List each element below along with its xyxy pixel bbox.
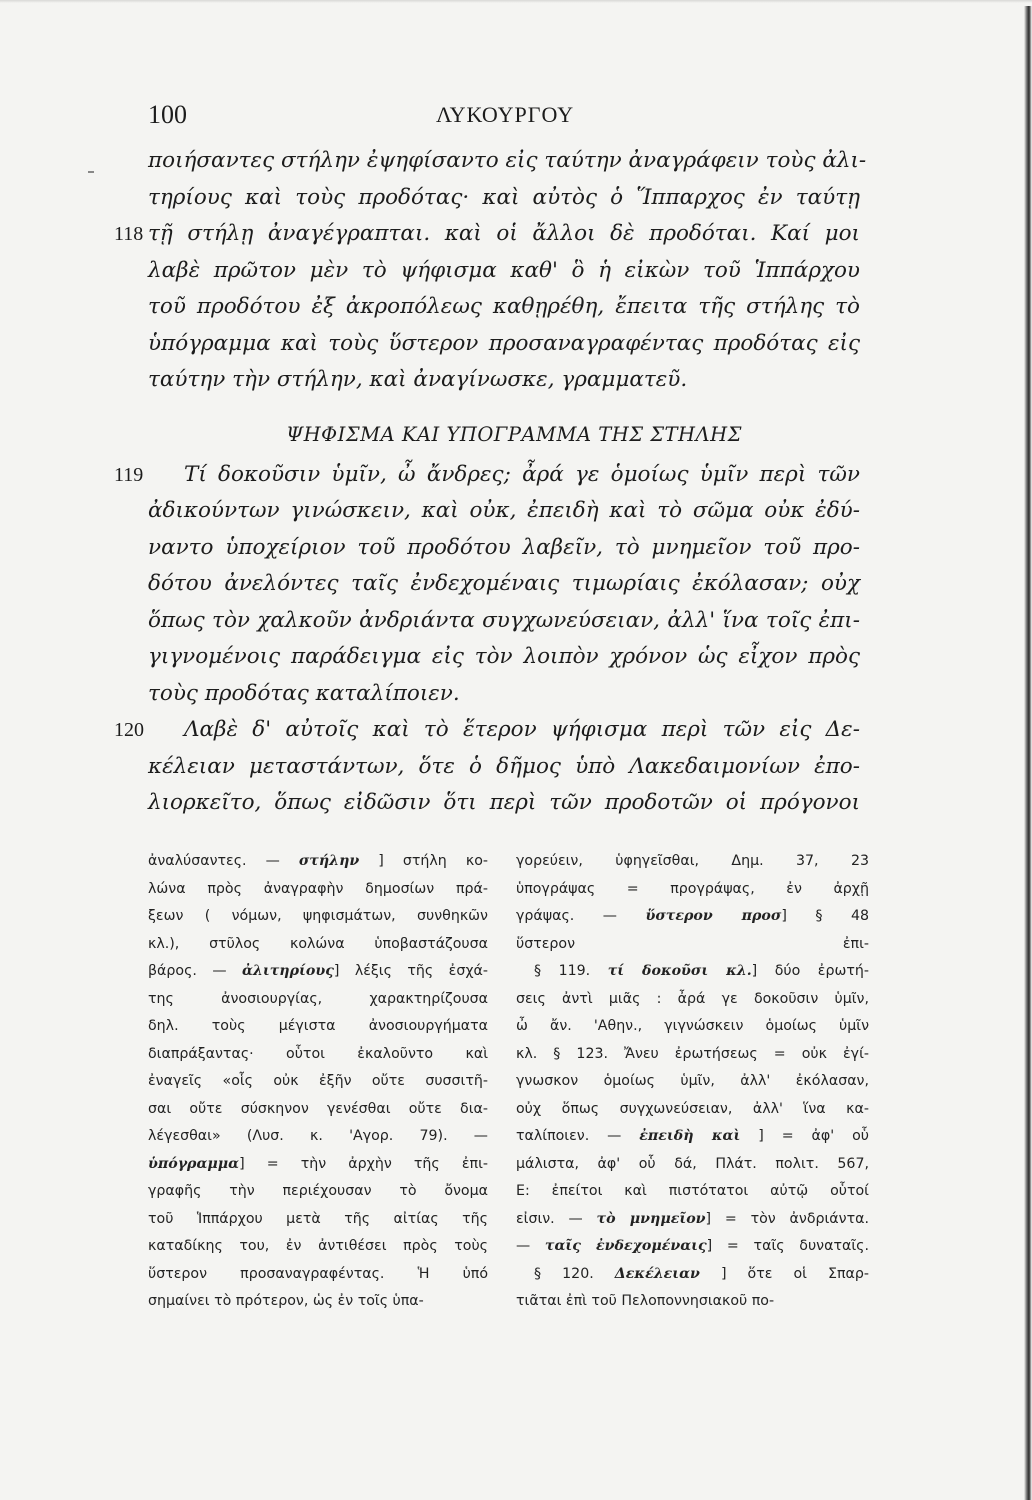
text-line: τοῦ προδότου ἐξ ἀκροπόλεως καθῃρέθη, ἔπειτα τῆς στήλης τὸ: [148, 294, 860, 319]
footnote-line: [148, 1123, 488, 1151]
footnote-text: ἀναλύσαντες. —: [148, 853, 299, 869]
footnote-text: ἐναγεῖς «οἷς οὐκ ἐξῆν οὔτε συσσιτῆ-: [148, 1073, 488, 1089]
footnote-line: [516, 876, 869, 904]
footnote-text: ὕστερον προσαναγραφέντας. Ἡ ὑπό: [148, 1265, 488, 1282]
footnote-text: γραφῆς τὴν περιέχουσαν τὸ ὄνομα: [148, 1183, 488, 1199]
footnote-line: [516, 958, 869, 986]
footnote-line: [516, 1096, 869, 1124]
footnote-line: [148, 958, 488, 986]
footnote-text: ὦ ἄν. 'Αθην., γιγνώσκειν ὁμοίως ὑμῖν: [516, 1018, 869, 1034]
running-head: [148, 100, 868, 130]
footnote-text: οὐχ ὅπως συγχωνεύσειαν, ἀλλ' ἵνα κα-: [516, 1100, 869, 1117]
text-line: ὅπως τὸν χαλκοῦν ἀνδριάντα συγχωνεύσειαν, ἀλλ' ἵνα τοῖς ἐπι-: [148, 607, 860, 633]
footnote-line: [516, 1288, 869, 1316]
footnote-line: [148, 986, 488, 1014]
text-line-content: Τί δοκοῦσιν ὑμῖν, ὦ ἄνδρες; ἆρά γε ὁμοίως ὑμῖν περὶ τῶν: [184, 461, 860, 487]
footnote-line: [516, 903, 869, 931]
footnote-line: [148, 1041, 488, 1069]
footnote-text: κλ.), στῦλος κολώνα ὑποβαστάζουσα: [148, 935, 488, 952]
footnote-line: [148, 1206, 488, 1234]
footnote-line: [516, 1013, 869, 1041]
footnote-line: [516, 848, 869, 876]
text-line: ποιήσαντες στήλην ἐψηφίσαντο εἰς ταύτην ἀναγράφειν τοὺς ἀλι-: [148, 148, 867, 173]
footnote-text: ὕστερον ἐπι-: [516, 935, 869, 952]
footnote-text: σημαίνει τὸ πρότερον, ὡς ἐν τοῖς ὑπα-: [148, 1293, 424, 1309]
text-line: κέλειαν μεταστάντων, ὅτε ὁ δῆμος ὑπὸ Λακεδαιμονίων ἐπο-: [148, 753, 860, 779]
footnote-text: ] ὅτε οἱ Σπαρ-: [699, 1265, 869, 1282]
text-line: [114, 457, 860, 494]
footnote-text: σαι οὔτε σύσκηνον γενέσθαι οὔτε δια-: [148, 1100, 488, 1117]
footnote-lemma: ὕστερον προσ: [645, 908, 782, 924]
footnote-line: [516, 931, 869, 959]
footnote-text: τοῦ Ἱππάρχου μετὰ τῆς αἰτίας τῆς: [148, 1210, 488, 1227]
text-line: [114, 712, 860, 749]
text-line: λιορκεῖτο, ὅπως εἰδῶσιν ὅτι περὶ τῶν προδοτῶν οἱ πρόγονοι: [148, 790, 860, 815]
footnote-line: [148, 1151, 488, 1179]
footnote-text: ξεων ( νόμων, ψηφισμάτων, συνθηκῶν: [148, 908, 488, 924]
footnote-text: γράψας. —: [516, 908, 646, 924]
footnote-line: [148, 848, 488, 876]
footnotes-left-column: [148, 848, 488, 1316]
footnote-text: βάρος. —: [148, 963, 242, 979]
text-line: τοὺς προδότας καταλίποιεν.: [148, 680, 460, 706]
footnote-text: ] = ταῖς δυναταῖς.: [706, 1238, 869, 1254]
footnote-text: εἰσιν. —: [516, 1210, 597, 1227]
text-line: δότου ἀνελόντες ταῖς ἐνδεχομέναις τιμωρίαις ἐκόλασαν; οὐχ: [148, 571, 860, 596]
footnote-line: [148, 1178, 488, 1206]
section-heading: ΨΗΦΙΣΜΑ ΚΑΙ ΥΠΟΓΡΑΜΜΑ ΤΗΣ ΣΤΗΛΗΣ: [286, 422, 742, 446]
footnote-lemma: ἀλιτηρίους: [242, 963, 334, 979]
footnote-text: κλ. § 123. Ἄνευ ἐρωτήσεως = οὐκ ἐγί-: [516, 1045, 869, 1062]
footnote-text: καταδίκης του, ἐν ἀντιθέσει πρὸς τοὺς: [148, 1238, 488, 1254]
footnote-line: [516, 1233, 869, 1261]
footnote-text: ] λέξις τῆς ἐσχά-: [333, 963, 488, 979]
section-number-118: 118: [114, 223, 144, 245]
footnote-text: ταλίποιεν. —: [516, 1128, 640, 1144]
footnote-text: ] § 48: [781, 908, 869, 924]
footnote-text: σεις ἀντὶ μιᾶς : ἆρά γε δοκοῦσιν ὑμῖν,: [516, 990, 869, 1007]
footnote-text: λέγεσθαι» (Λυσ. κ. 'Αγορ. 79). —: [148, 1128, 488, 1144]
footnote-line: [516, 986, 869, 1014]
footnote-lemma: στήλην: [298, 853, 360, 869]
page-binding-edge: [1024, 6, 1032, 1500]
footnote-text: διαπράξαντας· οὗτοι ἐκαλοῦντο καὶ: [148, 1045, 488, 1062]
footnote-line: [516, 1206, 869, 1234]
margin-mark: [88, 171, 94, 173]
text-line: γιγνομένοις παράδειγμα εἰς τὸν λοιπὸν χρόνον ὡς εἶχον πρὸς: [148, 644, 860, 669]
text-line-content: τῇ στήλῃ ἀναγέγραπται. καὶ οἱ ἄλλοι δὲ προδόται. Καί μοι: [148, 221, 860, 246]
section-number-120: 120: [114, 719, 144, 741]
footnote-text: γορεύειν, ὑφηγεῖσθαι, Δημ. 37, 23: [516, 853, 869, 869]
running-head-title: ΛΥΚΟΥΡΓΟΥ: [436, 102, 575, 127]
footnote-line: [148, 1096, 488, 1124]
footnote-line: [516, 1041, 869, 1069]
footnotes-right-column: [516, 848, 869, 1316]
footnote-text: § 120.: [534, 1265, 615, 1282]
page-top-edge: [0, 0, 1032, 3]
footnote-line: [148, 1261, 488, 1289]
footnote-line: [516, 1151, 869, 1179]
footnote-lemma: ἐπειδὴ καὶ: [639, 1128, 741, 1144]
text-line: τηρίους καὶ τοὺς προδότας· καὶ αὐτὸς ὁ Ἵππαρχος ἐν ταύτῃ: [148, 184, 860, 210]
footnote-text: λώνα πρὸς ἀναγραφὴν δημοσίων πρά-: [148, 880, 488, 897]
footnote-line: [148, 1013, 488, 1041]
footnote-text: δηλ. τοὺς μέγιστα ἀνοσιουργήματα: [148, 1018, 488, 1034]
footnote-text: ὑπογράψας = προγράψας, ἐν ἀρχῇ: [516, 880, 869, 897]
footnote-text: ] = τὴν ἀρχὴν τῆς ἐπι-: [239, 1155, 488, 1172]
footnote-lemma: ὑπόγραμμα: [148, 1155, 240, 1172]
footnote-line: [148, 931, 488, 959]
footnote-line: [148, 1068, 488, 1096]
footnote-text: ] = ἀφ' οὗ: [740, 1128, 869, 1144]
footnote-text: γνωσκον ὁμοίως ὑμῖν, ἀλλ' ἐκόλασαν,: [516, 1073, 869, 1089]
footnote-line: [516, 1178, 869, 1206]
footnote-line: [516, 1123, 869, 1151]
footnote-lemma: ταῖς ἐνδεχομέναις: [544, 1238, 707, 1254]
footnote-line: [516, 1261, 869, 1289]
footnote-text: —: [516, 1238, 545, 1254]
footnote-text: μάλιστα, ἀφ' οὗ δά, Πλάτ. πολιτ. 567,: [516, 1155, 869, 1172]
footnote-text: ] δύο ἐρωτή-: [751, 963, 869, 979]
footnote-line: [516, 1068, 869, 1096]
footnote-text: ] = τὸν ἀνδριάντα.: [705, 1210, 869, 1227]
footnote-lemma: Δεκέλειαν: [614, 1265, 700, 1282]
footnote-line: [148, 903, 488, 931]
footnote-line: [148, 1233, 488, 1261]
text-line: ὑπόγραμμα καὶ τοὺς ὕστερον προσαναγραφέντας προδότας εἰς: [148, 330, 860, 356]
section-number-119: 119: [114, 463, 144, 486]
footnote-lemma: τὸ μνημεῖον: [596, 1210, 706, 1227]
footnote-text: Ε: ἐπείτοι καὶ πιστότατοι αὐτῷ οὗτοί: [516, 1183, 869, 1199]
main-text: [114, 143, 867, 822]
footnote-text: ] στήλη κο-: [359, 853, 488, 869]
footnote-text: τιᾶται ἐπὶ τοῦ Πελοποννησιακοῦ πο-: [516, 1293, 775, 1309]
page-number: 100: [148, 100, 187, 129]
text-line: ναντο ὑποχείριον τοῦ προδότου λαβεῖν, τὸ μνημεῖον τοῦ προ-: [148, 534, 860, 560]
footnote-line: [148, 1288, 488, 1316]
text-line-content: Λαβὲ δ' αὐτοῖς καὶ τὸ ἕτερον ψήφισμα περὶ τῶν εἰς Δε-: [184, 717, 860, 742]
text-line: ταύτην τὴν στήλην, καὶ ἀναγίνωσκε, γραμματεῦ.: [148, 367, 688, 392]
footnote-text: της ἀνοσιουργίας, χαρακτηρίζουσα: [148, 990, 488, 1007]
footnote-text: § 119.: [534, 963, 608, 979]
footnote-line: [148, 876, 488, 904]
footnote-lemma: τί δοκοῦσι κλ.: [607, 963, 752, 979]
text-line: λαβὲ πρῶτον μὲν τὸ ψήφισμα καθ' ὃ ἡ εἰκὼν τοῦ Ἱππάρχου: [148, 257, 860, 283]
text-line: [114, 216, 860, 253]
text-line: ἀδικούντων γινώσκειν, καὶ οὐκ, ἐπειδὴ καὶ τὸ σῶμα οὐκ ἐδύ-: [148, 498, 860, 523]
